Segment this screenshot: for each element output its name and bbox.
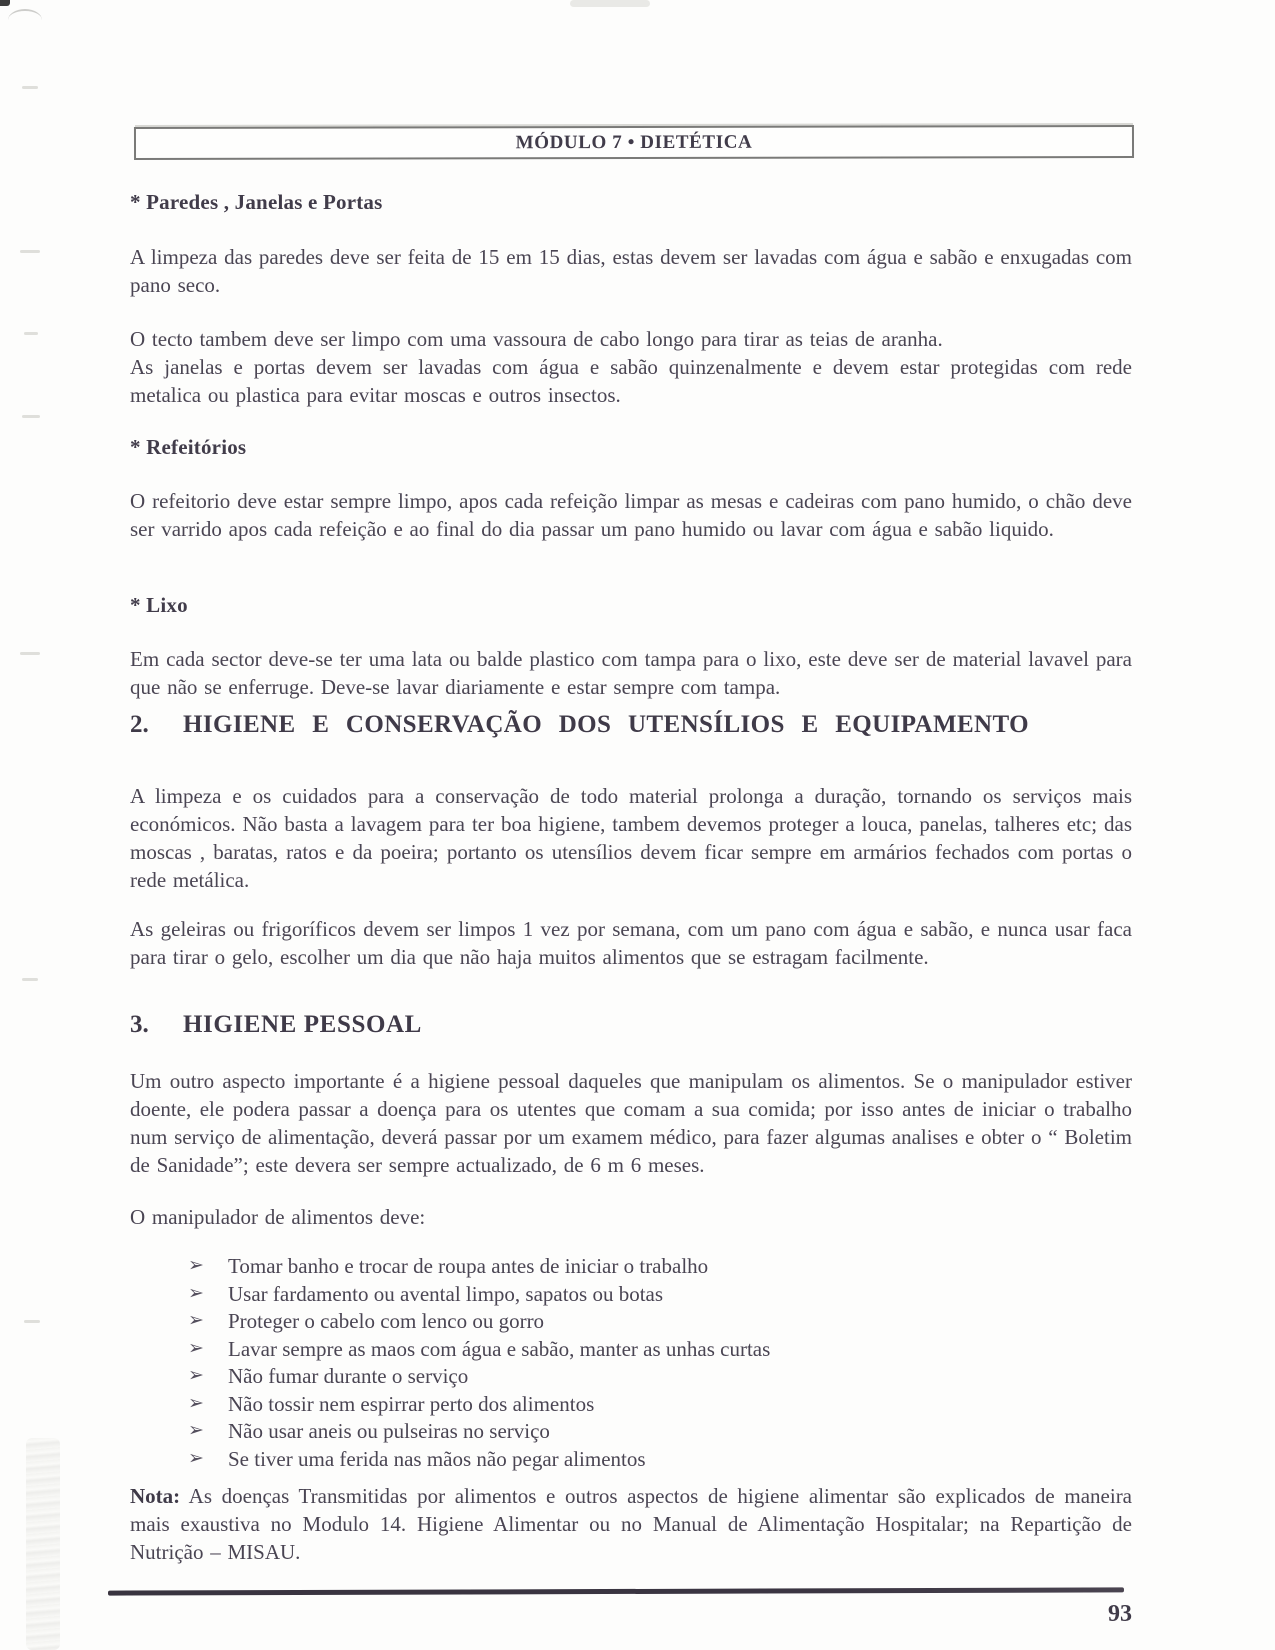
module-header-box [134, 125, 1134, 160]
scan-artifact-dash [24, 1320, 40, 1323]
scan-artifact-dash [22, 86, 38, 89]
list-item-text: Proteger o cabelo com lenco ou gorro [228, 1309, 545, 1333]
scan-artifact-dash [24, 332, 38, 335]
paragraph-pessoal-intro: O manipulador de alimentos deve: [130, 1205, 426, 1229]
section-heading-paredes: * Paredes , Janelas e Portas [130, 190, 383, 214]
footer-rule [108, 1587, 1124, 1595]
scan-artifact-dash [22, 415, 40, 418]
paragraph-line: As janelas e portas devem ser lavadas com água e sabão quinzenalmente e devem estar protegidas com rede metalica ou plastica para evitar moscas e outros insectos. [130, 355, 1132, 407]
scan-artifact-dash [20, 250, 40, 253]
list-item [188, 1281, 1190, 1309]
arrow-bullet-icon: ➢ [188, 1365, 204, 1386]
arrow-bullet-icon: ➢ [188, 1447, 204, 1469]
scan-artifact-dash [22, 978, 38, 981]
arrow-bullet-icon: ➢ [188, 1255, 204, 1276]
list-item-text: Lavar sempre as maos com água e sabão, manter as unhas curtas [228, 1336, 771, 1361]
nota-paragraph [130, 1482, 1132, 1566]
list-item-text: Tomar banho e trocar de roupa antes de iniciar o trabalho [228, 1254, 709, 1278]
arrow-bullet-icon: ➢ [188, 1337, 204, 1359]
list-item [188, 1336, 1190, 1364]
list-item-text: Não usar aneis ou pulseiras no serviço [228, 1419, 550, 1443]
list-item-text: Se tiver uma ferida nas mãos não pegar alimentos [228, 1446, 646, 1471]
paragraph-lixo: Em cada sector deve-se ter uma lata ou balde plastico com tampa para o lixo, este deve ser de material lavavel para que não se enferruge. Deve-se lavar diariamente e estar sempre com tampa. [130, 647, 1132, 699]
paragraph-line: O tecto tambem deve ser limpo com uma vassoura de cabo longo para tirar as teias de aranha. [130, 327, 943, 351]
scan-artifact-corner [0, 0, 10, 6]
arrow-bullet-icon: ➢ [188, 1392, 204, 1414]
paragraph-utensilios-1: A limpeza e os cuidados para a conservação de todo material prolonga a duração, tornando os serviços mais económicos. Não basta a lavagem para ter boa higiene, tambem devemos proteger a louca, panelas, talheres etc; das moscas , baratas, ratos e da poeira; portanto os utensílios devem ficar sempre em armários fechados com portas o rede metálica. [130, 784, 1132, 892]
paragraph-refeitorios: O refeitorio deve estar sempre limpo, apos cada refeição limpar as mesas e cadeiras com pano humido, o chão deve ser varrido apos cada refeição e ao final do dia passar um pano humido ou lavar com água e sabão liquido. [130, 489, 1132, 541]
section-title: HIGIENE E CONSERVAÇÃO DOS UTENSÍLIOS E EQUIPAMENTO [183, 711, 1029, 738]
paragraph-utensilios-2: As geleiras ou frigoríficos devem ser limpos 1 vez por semana, com um pano com água e sabão, e nunca usar faca para tirar o gelo, escolher um dia que não haja muitos alimentos que se estragam facilmente. [130, 917, 1132, 969]
paragraph-paredes-2 [130, 325, 1132, 409]
module-title: MÓDULO 7 • DIETÉTICA [515, 131, 753, 153]
section-heading-refeitorios: * Refeitórios [130, 435, 247, 459]
scan-artifact-dash [20, 652, 40, 655]
section-heading-utensilios [130, 711, 1132, 739]
arrow-bullet-icon: ➢ [188, 1282, 204, 1304]
section-heading-lixo: * Lixo [130, 593, 188, 617]
list-item [188, 1253, 1190, 1281]
arrow-bullet-icon: ➢ [188, 1420, 204, 1441]
list-item [188, 1446, 1190, 1474]
nota-text: As doenças Transmitidas por alimentos e outros aspectos de higiene alimentar são explicados de maneira mais exaustiva no Modulo 14. Higiene Alimentar ou no Manual de Alimentação Hospitalar; na Repartição de Nutrição – MISAU. [130, 1484, 1133, 1564]
list-item [188, 1391, 1190, 1419]
paragraph-paredes-1: A limpeza das paredes deve ser feita de 15 em 15 dias, estas devem ser lavadas com água e sabão e enxugadas com pano seco. [130, 245, 1132, 297]
paragraph-pessoal-1: Um outro aspecto importante é a higiene pessoal daqueles que manipulam os alimentos. Se o manipulador estiver doente, ele podera passar a doença para os utentes que comam a sua comida; por isso antes de iniciar o trabalho num serviço de alimentação, deverá passar por um examem médico, para fazer algumas analises e obter o “ Boletim de Sanidade”; este devera ser sempre actualizado, de 6 m 6 meses. [130, 1069, 1132, 1177]
scan-artifact-smudge [26, 1438, 60, 1650]
list-item [188, 1308, 1190, 1336]
section-number: 2. [130, 711, 149, 738]
list-item-text: Não fumar durante o serviço [228, 1364, 469, 1388]
scan-artifact-top [570, 0, 650, 7]
section-heading-pessoal [130, 1011, 1132, 1039]
section-title: HIGIENE PESSOAL [183, 1011, 422, 1038]
list-item [188, 1363, 1190, 1391]
section-number: 3. [130, 1011, 149, 1038]
nota-label: Nota: [130, 1484, 181, 1508]
arrow-bullet-icon: ➢ [188, 1310, 204, 1331]
list-item-text: Usar fardamento ou avental limpo, sapatos ou botas [228, 1281, 664, 1306]
page-number: 93 [1108, 1601, 1132, 1627]
scan-artifact-curl [8, 9, 42, 20]
handler-checklist [130, 1253, 1190, 1473]
list-item [188, 1418, 1190, 1446]
list-item-text: Não tossir nem espirrar perto dos alimentos [228, 1391, 595, 1416]
